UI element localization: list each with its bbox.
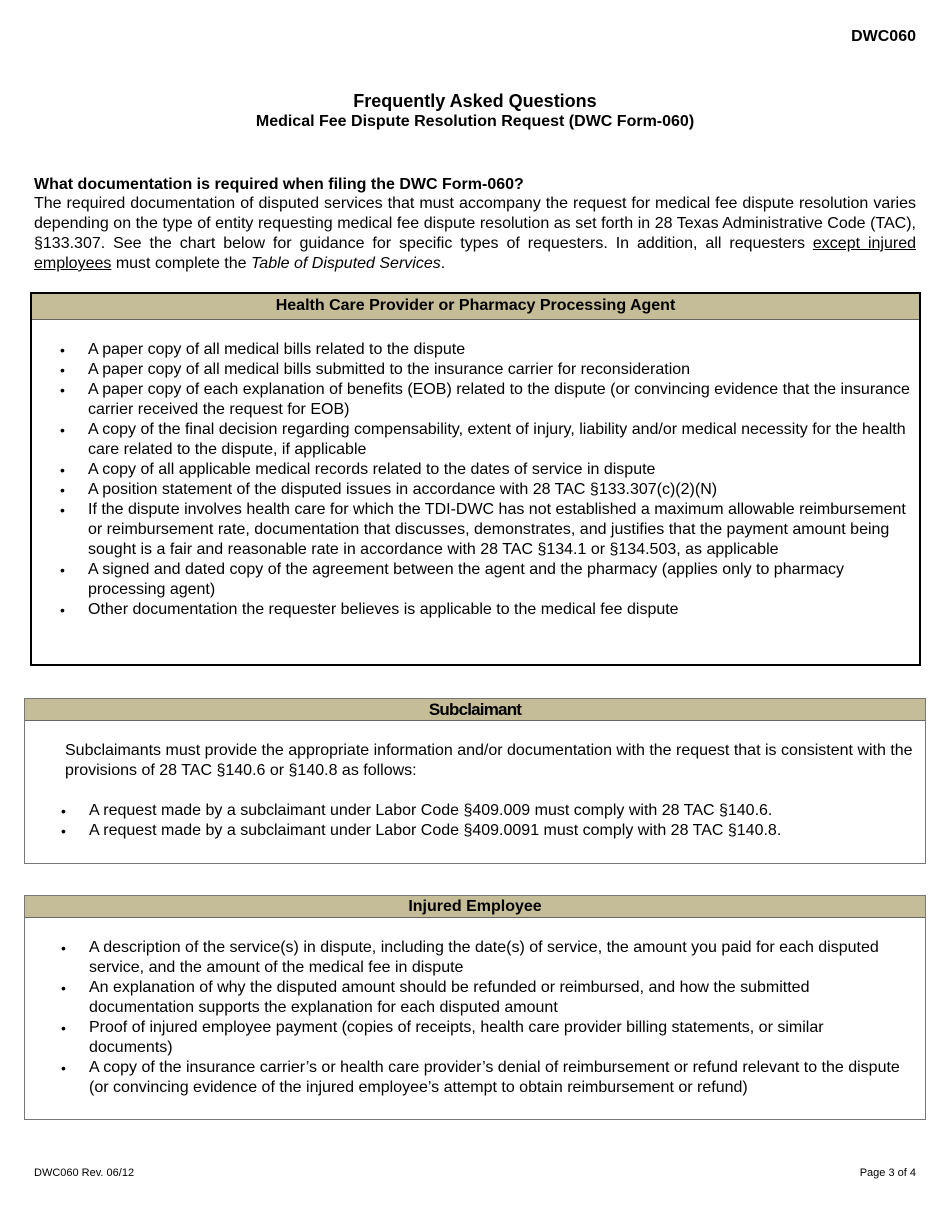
list-item [61,938,909,978]
bullet-icon: • [61,803,66,819]
bullet-icon: • [60,342,65,358]
intro-text-before: The required documentation of disputed services that must accompany the request for medical fee dispute resolution varies depending on the type of entity requesting medical fee dispute resolution as set forth in 28 Texas Administrative Code (TAC), §133.307. See the chart below for guidance for specific types of requesters. In addition, all requesters [34,195,916,252]
employee-section [24,895,926,1120]
list-item [61,801,909,821]
list-item-text: A copy of the final decision regarding compensability, extent of injury, liability and/or medical necessity for the health care related to the dispute, if applicable [88,421,906,458]
subclaimant-list [61,801,909,841]
list-item-text: A copy of the insurance carrier’s or health care provider’s denial of reimbursement or refund relevant to the dispute (or convincing evidence of the injured employee’s attempt to obtain reimbursement or refund) [89,1059,900,1096]
subclaimant-section [24,698,926,864]
intro-text-middle: must complete the [111,255,251,272]
question-heading: What documentation is required when filing the DWC Form-060? [34,176,524,193]
list-item [61,821,909,841]
list-item-text: A position statement of the disputed issues in accordance with 28 TAC §133.307(c)(2)(N) [88,481,718,498]
list-item [60,480,914,500]
bullet-icon: • [60,502,65,518]
bullet-icon: • [61,980,66,996]
list-item-text: A signed and dated copy of the agreement between the agent and the pharmacy (applies only to pharmacy processing agent) [88,561,845,598]
bullet-icon: • [61,1020,66,1036]
subclaimant-paragraph: Subclaimants must provide the appropriate information and/or documentation with the request that is consistent with the provisions of 28 TAC §140.6 or §140.8 as follows: [65,742,913,779]
bullet-icon: • [60,362,65,378]
bullet-icon: • [60,422,65,438]
bullet-icon: • [60,562,65,578]
list-item-text: A paper copy of all medical bills submitted to the insurance carrier for reconsideration [88,361,691,378]
list-item [60,460,914,480]
list-item-text: Other documentation the requester believes is applicable to the medical fee dispute [88,601,679,618]
subclaimant-section-heading: Subclaimant [25,699,925,721]
bullet-icon: • [61,1060,66,1076]
list-item [60,380,914,420]
list-item-text: If the dispute involves health care for which the TDI-DWC has not established a maximum allowable reimbursement or reimbursement rate, documentation that discusses, demonstrates, and justifies that the payment amount being sought is a fair and reasonable rate in accordance with 28 TAC §134.1 or §134.503, as applicable [88,501,906,558]
list-item-text: Proof of injured employee payment (copies of receipts, health care provider billing statements, or similar documents) [89,1019,824,1056]
bullet-icon: • [60,382,65,398]
list-item [61,1018,909,1058]
bullet-icon: • [61,940,66,956]
intro-paragraph [34,194,916,274]
list-item-text: A description of the service(s) in dispute, including the date(s) of service, the amount you paid for each disputed service, and the amount of the medical fee in dispute [89,939,879,976]
bullet-icon: • [61,823,66,839]
employee-section-heading: Injured Employee [25,896,925,918]
list-item [60,500,914,560]
bullet-icon: • [60,482,65,498]
list-item-text: A copy of all applicable medical records related to the dates of service in dispute [88,461,656,478]
list-item-text: A request made by a subclaimant under Labor Code §409.009 must comply with 28 TAC §140.6. [89,802,773,819]
list-item-text: A request made by a subclaimant under Labor Code §409.0091 must comply with 28 TAC §140.8. [89,822,782,839]
intro-text-after: . [440,255,446,272]
intro-underlined: except injured employees [34,235,916,272]
list-item-text: A paper copy of each explanation of benefits (EOB) related to the dispute (or convincing evidence that the insurance carrier received the request for EOB) [88,381,910,418]
list-item [60,340,914,360]
list-item [60,560,914,600]
intro-italic: Table of Disputed Services [251,255,441,272]
list-item-text: A paper copy of all medical bills related to the dispute [88,341,466,358]
page-subtitle: Medical Fee Dispute Resolution Request (DWC Form-060) [255,113,695,130]
employee-list [61,938,909,1098]
provider-section [30,292,921,666]
list-item [60,420,914,460]
bullet-icon: • [60,602,65,618]
footer-revision: DWC060 Rev. 06/12 [34,1167,135,1179]
provider-list [60,340,914,620]
page-title: Frequently Asked Questions [353,91,597,111]
list-item [61,978,909,1018]
list-item [60,360,914,380]
list-item-text: An explanation of why the disputed amount should be refunded or reimbursed, and how the submitted documentation supports the explanation for each disputed amount [89,979,810,1016]
bullet-icon: • [60,462,65,478]
list-item [61,1058,909,1098]
provider-section-heading: Health Care Provider or Pharmacy Processing Agent [32,294,919,320]
list-item [60,600,914,620]
form-id: DWC060 [851,28,916,45]
footer-page-number: Page 3 of 4 [859,1167,916,1179]
